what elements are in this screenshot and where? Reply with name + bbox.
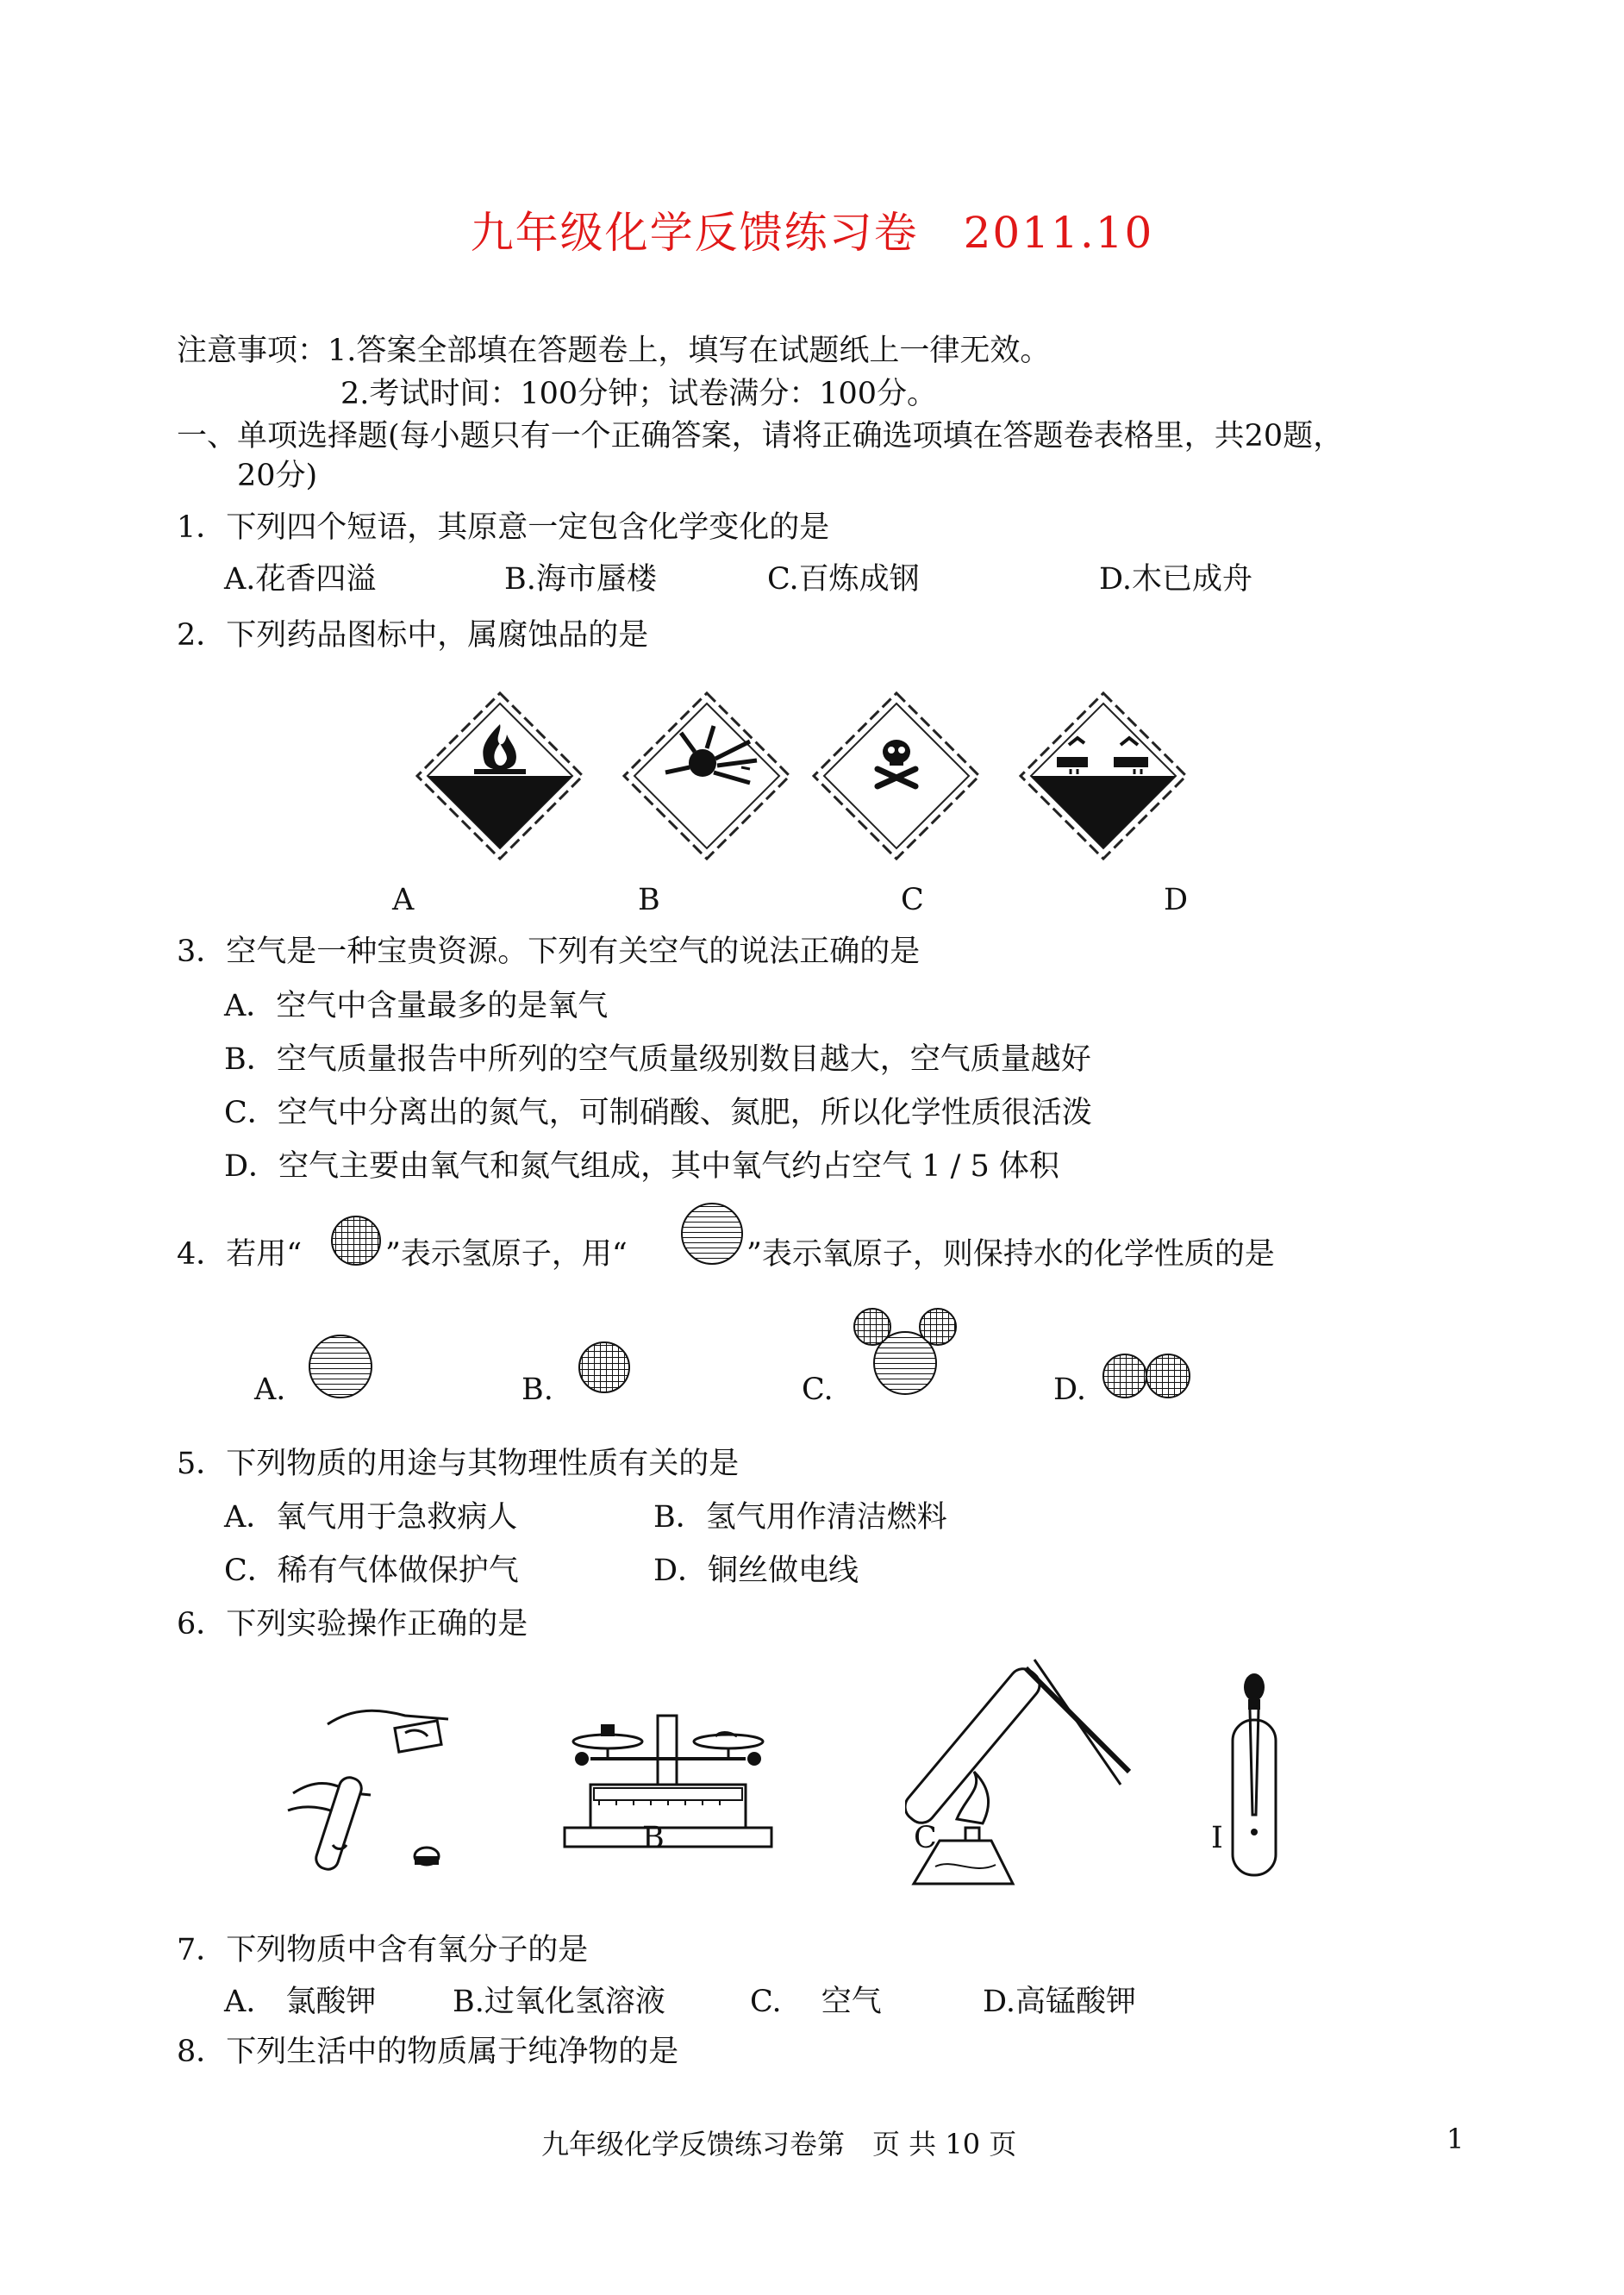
q2-label-a: A: [392, 883, 415, 917]
question-4-stem-a: 4．若用“: [177, 1237, 303, 1272]
hydrogen-atom-icon: [329, 1214, 383, 1267]
toxic-icon: [810, 690, 983, 862]
q1-option-b: B.海市蜃楼: [504, 562, 657, 597]
q4-hydrogen-atom-icon: [576, 1339, 633, 1396]
q7-option-c: C. 空气: [750, 1985, 882, 2019]
page-footer: 九年级化学反馈练习卷第 页 共 10 页: [541, 2128, 1017, 2161]
question-1-stem: 1．下列四个短语，其原意一定包含化学变化的是: [177, 510, 830, 545]
q4-hydrogen-molecule-icon: [1102, 1352, 1192, 1400]
q2-label-c: C: [901, 883, 924, 917]
q5-option-c: C．稀有气体做保护气: [224, 1554, 519, 1588]
q5-option-b: B．氢气用作清洁燃料: [653, 1500, 947, 1535]
corrosive-icon: [1017, 690, 1190, 862]
lab-heating-tube-figure: [905, 1642, 1138, 1892]
q1-option-d: D.木已成舟: [1099, 562, 1252, 597]
oxygen-atom-icon: [679, 1201, 745, 1266]
q2-label-d: D: [1164, 883, 1189, 917]
question-5-stem: 5．下列物质的用途与其物理性质有关的是: [177, 1447, 740, 1481]
q4-water-molecule-icon: [852, 1306, 959, 1401]
q4-option-b: B.: [522, 1373, 553, 1407]
q4-option-a: A.: [254, 1373, 286, 1407]
page-title: 九年级化学反馈练习卷 2011.10: [470, 208, 1154, 258]
q3-option-d: D．空气主要由氧气和氮气组成，其中氧气约占空气 1 / 5 体积: [224, 1149, 1059, 1184]
question-7-stem: 7．下列物质中含有氧分子的是: [177, 1933, 589, 1967]
q6-label-i: I: [1211, 1821, 1223, 1855]
flammable-icon: [414, 690, 586, 862]
lab-adding-solid-figure: [276, 1698, 474, 1879]
q4-oxygen-atom-icon: [306, 1332, 375, 1401]
notes-line-2: 2.考试时间：100分钟；试卷满分：100分。: [340, 377, 938, 411]
q5-option-a: A．氧气用于急救病人: [224, 1500, 518, 1535]
notes-line-1: 注意事项：1.答案全部填在答题卷上，填写在试题纸上一律无效。: [177, 334, 1051, 368]
q3-option-c: C．空气中分离出的氮气，可制硝酸、氮肥，所以化学性质很活泼: [224, 1096, 1092, 1130]
section-heading: 一、单项选择题(每小题只有一个正确答案，请将正确选项填在答题卷表格里，共20题，: [177, 419, 1344, 453]
q4-option-d: D.: [1053, 1373, 1086, 1407]
lab-dropper-figure: [1224, 1668, 1284, 1884]
q1-option-c: C.百炼成钢: [767, 562, 920, 597]
q2-label-b: B: [638, 883, 660, 917]
q1-option-a: A.花香四溢: [224, 562, 377, 597]
q7-option-a: A. 氯酸钾: [224, 1985, 377, 2019]
explosive-icon: [621, 690, 793, 862]
q3-option-b: B．空气质量报告中所列的空气质量级别数目越大，空气质量越好: [224, 1042, 1091, 1077]
q7-option-b: B.过氧化氢溶液: [453, 1985, 665, 2019]
question-4-stem-c: ”表示氧原子，则保持水的化学性质的是: [746, 1237, 1275, 1272]
question-2-stem: 2．下列药品图标中，属腐蚀品的是: [177, 618, 649, 653]
page-number: 1: [1446, 2123, 1465, 2155]
q3-option-a: A．空气中含量最多的是氧气: [224, 989, 609, 1023]
lab-balance-figure: [556, 1698, 780, 1854]
q6-label-c: C: [914, 1821, 937, 1855]
section-heading-cont: 20分): [237, 459, 318, 493]
q6-label-b: B: [642, 1821, 665, 1855]
question-6-stem: 6．下列实验操作正确的是: [177, 1607, 528, 1642]
question-8-stem: 8．下列生活中的物质属于纯净物的是: [177, 2035, 679, 2069]
q4-option-c: C.: [802, 1373, 834, 1407]
q5-option-d: D．铜丝做电线: [653, 1554, 859, 1588]
question-3-stem: 3．空气是一种宝贵资源。下列有关空气的说法正确的是: [177, 935, 921, 969]
q7-option-d: D.高锰酸钾: [983, 1985, 1136, 2019]
question-4-stem-b: ”表示氢原子，用“: [385, 1237, 628, 1272]
